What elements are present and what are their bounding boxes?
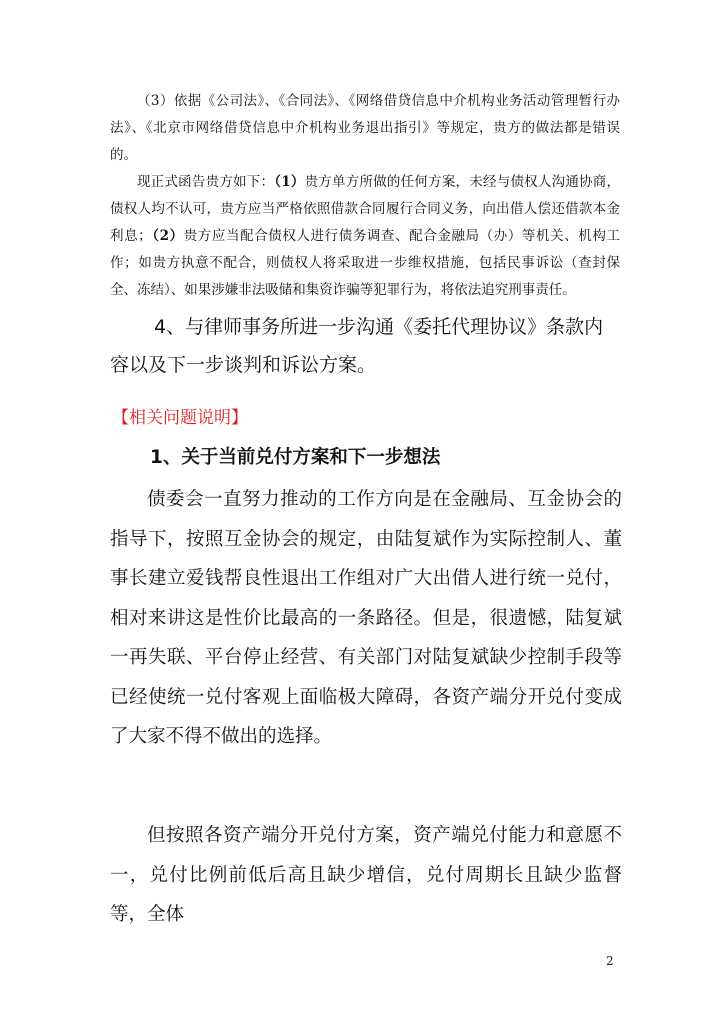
letter-excerpt bbox=[110, 88, 620, 304]
notice-item-1-marker: （1） bbox=[274, 174, 305, 190]
body-paragraph-1: 债委会一直努力推动的工作方向是在金融局、互金协会的指导下，按照互金协会的规定，由陆复斌作为实际控制人、董事长建立爱钱帮良性退出工作组对广大出借人进行统一兑付，相对来讲这是性价比最高的一条路径。但是，很遗憾，陆复斌一再失联、平台停止经营、有关部门对陆复斌缺少控制手段等已经使统一兑付客观上面临极大障碍，各资产端分开兑付变成了大家不得不做出的选择。 bbox=[110, 489, 622, 747]
page-number: 2 bbox=[606, 954, 614, 968]
paragraph-legal-basis: （3）依据《公司法》、《合同法》、《网络借贷信息中介机构业务活动管理暂行办法》、《北京市网络借贷信息中介机构业务退出指引》等规定，贵方的做法都是错误的。 bbox=[110, 93, 620, 163]
body-paragraph-2: 但按照各资产端分开兑付方案，资产端兑付能力和意愿不一，兑付比例前低后高且缺少增信，兑付周期长且缺少监督等，全体 bbox=[110, 825, 622, 925]
paragraph-formal-notice bbox=[110, 169, 620, 304]
related-issues-label: 【相关问题说明】 bbox=[112, 408, 248, 428]
notice-item-2: 贵方应当配合债权人进行债务调查、配合金融局（办）等机关、机构工作；如贵方执意不配合，则债权人将采取进一步维权措施，包括民事诉讼（查封保全、冻结）、如果涉嫌非法吸储和集资诈骗等犯罪行为，将依法追究刑事责任。 bbox=[110, 228, 620, 298]
sub-heading: 1、关于当前兑付方案和下一步想法 bbox=[150, 447, 441, 468]
notice-intro: 现正式函告贵方如下： bbox=[137, 174, 275, 190]
section-heading-4: 4、与律师事务所进一步沟通《委托代理协议》条款内容以及下一步谈判和诉讼方案。 bbox=[110, 316, 604, 376]
notice-item-2-marker: （2） bbox=[151, 228, 184, 244]
notice-item-1: 贵方单方所做的任何方案，未经与债权人沟通协商，债权人均不认可，贵方应当严格依照借款合同履行合同义务，向出借人偿还借款本金利息； bbox=[110, 174, 621, 244]
